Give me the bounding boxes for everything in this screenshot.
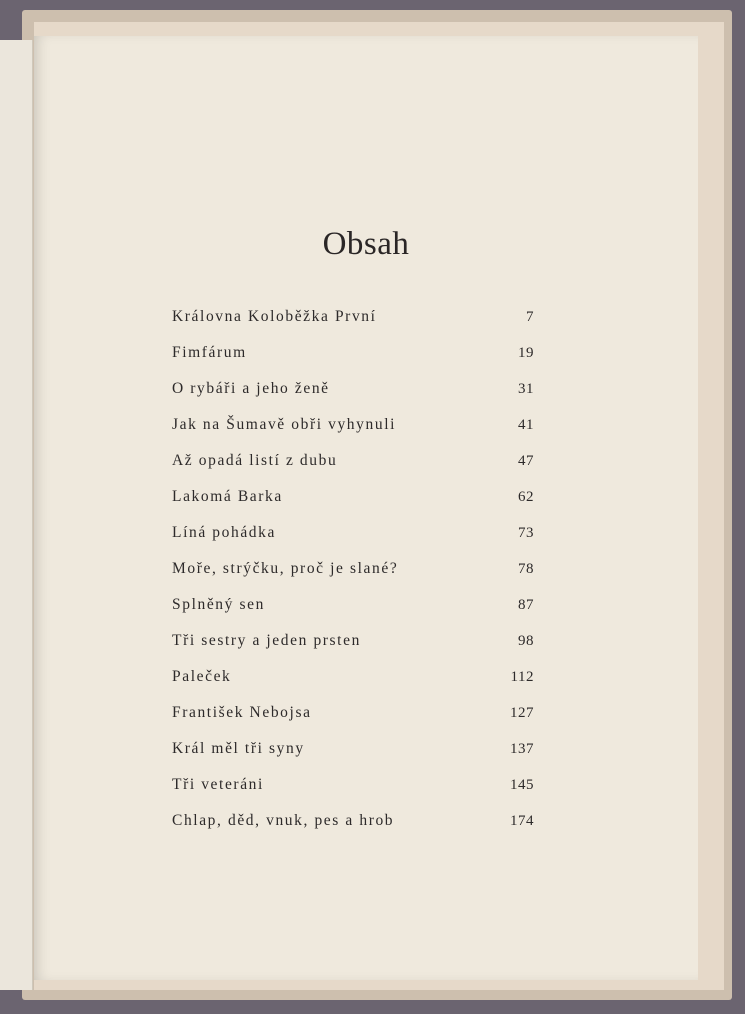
toc-entry <box>172 452 534 488</box>
page-title: Obsah <box>322 226 410 262</box>
toc-entry-title: Chlap, děd, vnuk, pes a hrob <box>172 812 395 829</box>
toc-entry-title: Král měl tři syny <box>172 740 305 757</box>
toc-entry-page: 127 <box>510 705 534 721</box>
toc-entry <box>172 380 534 416</box>
toc-entry-title: Jak na Šumavě obři vyhynuli <box>172 416 397 433</box>
toc-entry-page: 73 <box>518 525 534 541</box>
toc-entry-page: 47 <box>518 453 534 469</box>
toc-entry-page: 19 <box>518 345 534 361</box>
toc-entry-title: Splněný sen <box>172 596 265 613</box>
toc-entry-title: František Nebojsa <box>172 704 312 721</box>
toc-entry <box>172 560 534 596</box>
toc-entry <box>172 308 534 344</box>
toc-entry-page: 145 <box>510 777 534 793</box>
toc-entry-title: Paleček <box>172 668 232 685</box>
toc-entry-page: 7 <box>526 309 534 325</box>
toc-entry <box>172 488 534 524</box>
table-of-contents <box>172 308 534 848</box>
toc-entry <box>172 812 534 848</box>
toc-entry <box>172 704 534 740</box>
toc-entry-title: Fimfárum <box>172 344 247 361</box>
toc-entry <box>172 416 534 452</box>
toc-entry <box>172 344 534 380</box>
toc-entry-page: 31 <box>518 381 534 397</box>
toc-entry-title: O rybáři a jeho ženě <box>172 380 330 397</box>
toc-entry <box>172 776 534 812</box>
toc-entry-page: 87 <box>518 597 534 613</box>
toc-entry-page: 98 <box>518 633 534 649</box>
book-page <box>34 36 698 980</box>
toc-entry-title: Tři veteráni <box>172 776 264 793</box>
toc-entry <box>172 668 534 704</box>
toc-entry <box>172 524 534 560</box>
toc-entry-page: 78 <box>518 561 534 577</box>
toc-entry-title: Královna Koloběžka První <box>172 308 377 325</box>
toc-entry <box>172 632 534 668</box>
toc-entry-page: 41 <box>518 417 534 433</box>
toc-entry-title: Až opadá listí z dubu <box>172 452 338 469</box>
toc-entry-page: 174 <box>510 813 534 829</box>
toc-entry-page: 112 <box>510 669 534 685</box>
toc-entry <box>172 740 534 776</box>
toc-entry-title: Lakomá Barka <box>172 488 283 505</box>
toc-entry-title: Moře, strýčku, proč je slané? <box>172 560 399 577</box>
toc-entry-title: Tři sestry a jeden prsten <box>172 632 361 649</box>
facing-page <box>0 40 33 990</box>
toc-entry-title: Líná pohádka <box>172 524 276 541</box>
toc-entry-page: 137 <box>510 741 534 757</box>
toc-entry <box>172 596 534 632</box>
toc-entry-page: 62 <box>518 489 534 505</box>
